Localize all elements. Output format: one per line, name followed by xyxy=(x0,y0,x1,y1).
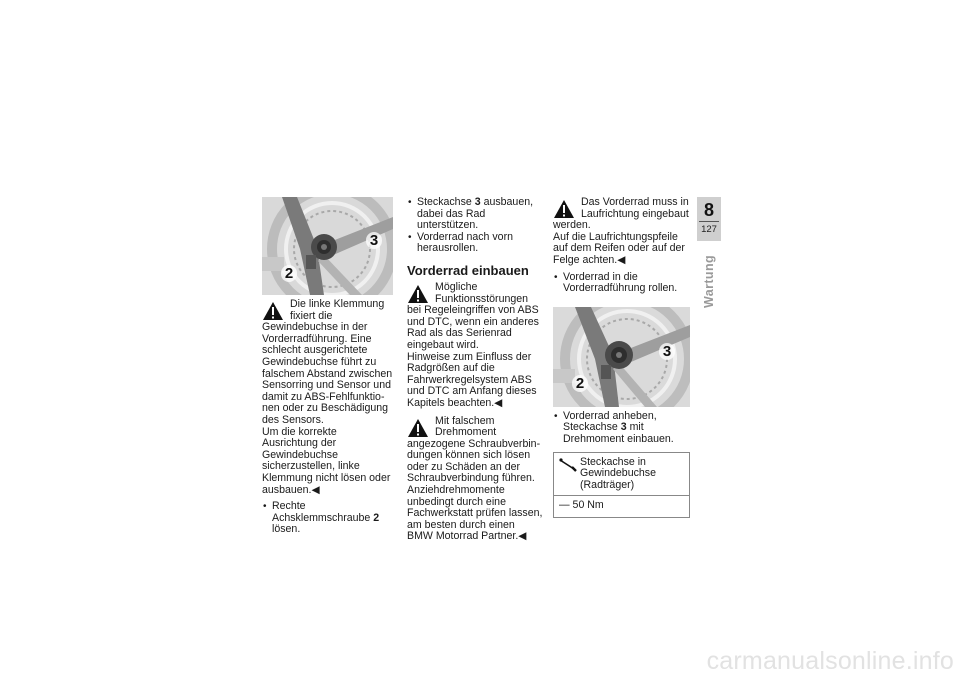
step-list xyxy=(553,411,690,446)
warning-text: Mit falschem Drehmoment angezogene Schraubverbindungen können sich lösen oder zu Schäden an der Schraubverbindung führen. xyxy=(407,414,541,485)
step-list xyxy=(553,272,690,295)
warning-text-2: Hinweise zum Einfluss der Radgrößen auf die Fahrwerkregelsystem ABS und DTC am Anfang dieses Kapitels beachten.◀ xyxy=(407,350,537,409)
bullet-icon: • xyxy=(408,197,412,208)
chapter-title xyxy=(692,246,726,316)
list-item: • Vorderrad in die Vorderradführung rollen. xyxy=(554,270,678,295)
front-wheel-photo-right xyxy=(553,307,690,407)
warning-torque xyxy=(407,416,543,544)
warning-triangle-icon xyxy=(407,418,429,438)
warning-axle-clamp xyxy=(262,299,393,496)
list-item: • Rechte Achsklemmschraube 2 lösen. xyxy=(263,500,380,536)
torque-wrench-icon xyxy=(559,458,577,472)
photo-callout-3: 3 xyxy=(659,343,675,360)
torque-spec-value-row xyxy=(554,495,689,517)
warning-text-2: Anziehdrehmomente unbedingt durch eine Fachwerkstatt prüfen lassen, am besten durch einen BMW Motorrad Partner.◀ xyxy=(407,484,543,543)
chapter-title-text: Wartung xyxy=(702,254,716,308)
bullet-icon: • xyxy=(408,231,412,243)
torque-spec-label: Steckachse in Gewindebuchse (Radträger) xyxy=(580,455,656,491)
photo-callout-2: 2 xyxy=(572,375,588,392)
list-item: • Steckachse 3 ausbauen, dabei das Rad unterstützen. xyxy=(408,196,534,232)
chapter-tab xyxy=(697,197,721,241)
bullet-icon: • xyxy=(263,501,267,513)
warning-text: Mögliche Funktionsstörungen bei Regeleingriffen von ABS und DTC, wenn ein anderes Rad als das Serienrad eingebaut wird. xyxy=(407,280,539,351)
ref-number: 2 xyxy=(373,511,380,524)
bullet-icon: • xyxy=(554,271,558,283)
warning-text-2: Auf die Laufrichtungspfeile auf dem Reifen oder auf der Felge achten.◀ xyxy=(553,230,685,266)
torque-spec-header xyxy=(554,453,689,496)
torque-dash: — xyxy=(559,499,570,512)
front-wheel-photo-left xyxy=(262,197,393,295)
warning-wheel-size xyxy=(407,282,543,410)
chapter-divider xyxy=(699,221,719,222)
warning-direction xyxy=(553,197,690,267)
warning-triangle-icon xyxy=(407,284,429,304)
photo-callout-2: 2 xyxy=(281,265,297,282)
ref-number: 3 xyxy=(474,196,481,208)
bullet-icon: • xyxy=(554,410,558,422)
warning-text-2: Um die korrekte Ausrichtung der Gewindebuchse sicherzustellen, linke Klemmung nicht lösen oder ausbauen.◀ xyxy=(262,425,391,496)
section-heading: Vorderrad einbauen xyxy=(407,262,529,278)
step-list xyxy=(407,197,543,255)
torque-spec-box xyxy=(553,452,690,518)
column-middle xyxy=(407,197,543,543)
column-left xyxy=(262,197,393,536)
list-item: • Vorderrad anheben, Steckachse 3 mit Drehmoment einbauen. xyxy=(554,409,674,445)
chapter-number: 8 xyxy=(703,200,714,220)
torque-spec-value: 50 Nm xyxy=(572,499,604,512)
ref-number: 3 xyxy=(620,421,627,434)
step-list xyxy=(262,501,393,536)
warning-text: Die linke Klemmung fixiert die Gewindebuchse in der Vorderradführung. Eine schlecht ausgerichtete Gewindebuchse führt zu falschem Abstand zwischen Sensorring und Sensor und damit zu ABS-Fehlfunktionen oder zu Beschädigung des Sensors. xyxy=(262,298,393,426)
warning-text: Das Vorderrad muss in Laufrichtung eingebaut werden. xyxy=(553,196,689,232)
page-number: 127 xyxy=(701,224,717,235)
column-right xyxy=(553,197,690,518)
photo-callout-3: 3 xyxy=(366,232,382,249)
warning-triangle-icon xyxy=(262,301,284,321)
list-item: • Vorderrad nach vorn herausrollen. xyxy=(408,230,513,255)
warning-triangle-icon xyxy=(553,199,575,219)
watermark: carmanualsonline.info xyxy=(706,647,954,675)
